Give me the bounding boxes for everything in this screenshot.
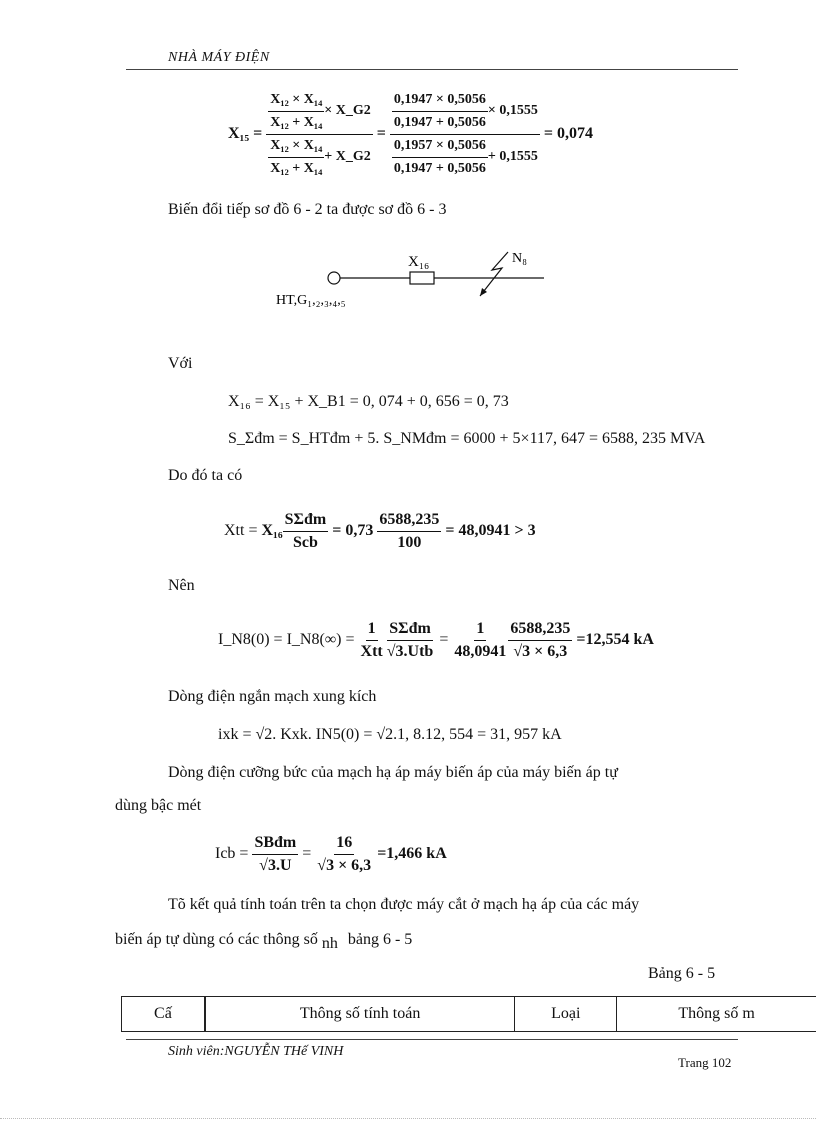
- x15-num-num-top: 0,1947 × 0,5056: [392, 89, 488, 112]
- paragraph-1-line-1: Dòng điện cưỡng bức của mạch hạ áp máy biến áp của máy biến áp tự: [168, 764, 618, 781]
- table-header-cell: Loại: [515, 997, 617, 1032]
- x15-result: = 0,074: [543, 125, 593, 142]
- equation-s-sum: S_Σđm = S_HTđm + 5. S_NMđm = 6000 + 5×117, 647 = 6588, 235 MVA: [228, 430, 706, 447]
- so-text: Nên: [168, 577, 195, 594]
- in8-lhs: I_N8(0) = I_N8(∞) =: [218, 631, 355, 648]
- footer-rule: [126, 1039, 738, 1040]
- paragraph-1-line-2: dùng bậc mét: [115, 797, 202, 814]
- breaker-parameters-table: [121, 996, 816, 1032]
- fault-arrow-icon: [480, 252, 508, 296]
- x15-lhs: X₁₅: [228, 125, 250, 142]
- equation-x15: X₁₅ = $\frac{\text{X₁₂ × X₁₄}}{\text{X₁₂ + X₁₄}}$ × X_G2 $\frac{\text{X₁₂ × X₁₄}}{\text{X₁₂ + X₁₄}}$ + X_G2 = $\frac{0,1947 \times 0,5056}{0,1947 + 0,5056}$ × 0,1555 $\frac{0,1957 \times 0,5056}{0,1947 + 0,5056}$ + 0,1555 = 0,074: [228, 86, 698, 182]
- equation-in8: I_N8(0) = I_N8(∞) = $\frac{1}{\text{Xtt}}$ $\frac{\text{SΣđm}}{\text{√3.Utb}}$ = $\frac{1}{48,0941}$ $\frac{6588,235}{√3 \times 6,3}$ =12,554 kA: [218, 619, 654, 660]
- equation-ixk: ixk = √2. Kxk. IN5(0) = √2.1, 8.12, 554 = 31, 957 kA: [218, 726, 562, 743]
- therefore-text: Do đó ta có: [168, 467, 243, 484]
- xtt-mid: = 0,73: [332, 522, 374, 539]
- source-node-icon: [328, 272, 340, 284]
- equation-x16: X₁₆ = X₁₅ + X_B1 = 0, 074 + 0, 656 = 0, 73: [228, 393, 509, 410]
- transform-text: Biến đổi tiếp sơ đồ 6 - 2 ta được sơ đồ 6 - 3: [168, 201, 447, 218]
- in8-result: =12,554 kA: [576, 631, 654, 648]
- xtt-fraction-1: $\frac{\text{SΣđm}}{\text{Scb}}$: [284, 510, 327, 551]
- circuit-diagram-6-3: [270, 244, 560, 314]
- x15-sym-num-tail: × X_G2: [324, 103, 371, 118]
- header-rule: [126, 69, 738, 70]
- x15-num-den-bot: 0,1947 + 0,5056: [393, 160, 486, 176]
- icb-result: =1,466 kA: [377, 845, 447, 862]
- x15-sym-num-bot: X₁₂ + X₁₄: [270, 114, 323, 130]
- x15-sym-den-top: X₁₂ × X₁₄: [268, 135, 324, 158]
- x15-num-num-bot: 0,1947 + 0,5056: [393, 114, 486, 130]
- table-header-cell: Thông số tính toán: [205, 997, 515, 1032]
- x15-sym-num-top: X₁₂ × X₁₄: [268, 89, 324, 112]
- equation-xtt: [224, 503, 540, 559]
- page-header: NHÀ MÁY ĐIỆN: [168, 50, 270, 65]
- xtt-lhs: Xtt =: [224, 522, 258, 539]
- bottom-dotted-rule: [0, 1118, 816, 1119]
- x15-sym-den-tail: + X_G2: [324, 149, 371, 164]
- with-text: Với: [168, 355, 193, 372]
- xtt-coef: X₁₆: [261, 522, 283, 539]
- table-header-cell: Cấ: [122, 997, 205, 1032]
- surge-title: Dòng điện ngắn mạch xung kích: [168, 688, 377, 705]
- page-number: Trang 102: [678, 1055, 732, 1070]
- source-label: HT,G₁,₂,₃,₄,₅: [276, 293, 346, 308]
- footer-student: Sinh viên:NGUYỄN THế VINH: [168, 1044, 344, 1059]
- n8-label: N₈: [512, 251, 527, 266]
- x16-label: X₁₆: [408, 254, 430, 270]
- x15-num-den-tail: + 0,1555: [487, 149, 538, 164]
- table-caption: Bảng 6 - 5: [648, 965, 716, 982]
- icb-lhs: Icb =: [215, 845, 249, 862]
- table-header-row: [122, 997, 816, 1032]
- x15-num-den-top: 0,1957 × 0,5056: [392, 135, 488, 158]
- x15-numeric-fraction: [390, 89, 540, 180]
- table-header-cell: Thông số m: [617, 997, 816, 1032]
- reactance-x16-icon: [410, 272, 434, 284]
- paragraph-2-line-1: Tõ kết quả tính toán trên ta chọn được máy cắt ở mạch hạ áp của các máy: [168, 896, 640, 913]
- x15-sym-den-bot: X₁₂ + X₁₄: [270, 160, 323, 176]
- equation-icb: Icb = $\frac{\text{SBđm}}{√3.U}$ = $\frac{16}{√3 \times 6,3}$ =1,466 kA: [215, 833, 447, 874]
- paragraph-2-line-2: biến áp tự dùng có các thông số nh bảng 6 - 5: [115, 931, 413, 952]
- x15-symbolic-fraction: [266, 89, 372, 180]
- x15-num-num-tail: × 0,1555: [487, 103, 538, 118]
- xtt-result: = 48,0941 > 3: [445, 522, 536, 539]
- xtt-fraction-2: $\frac{6588,235}{100}$: [379, 510, 440, 551]
